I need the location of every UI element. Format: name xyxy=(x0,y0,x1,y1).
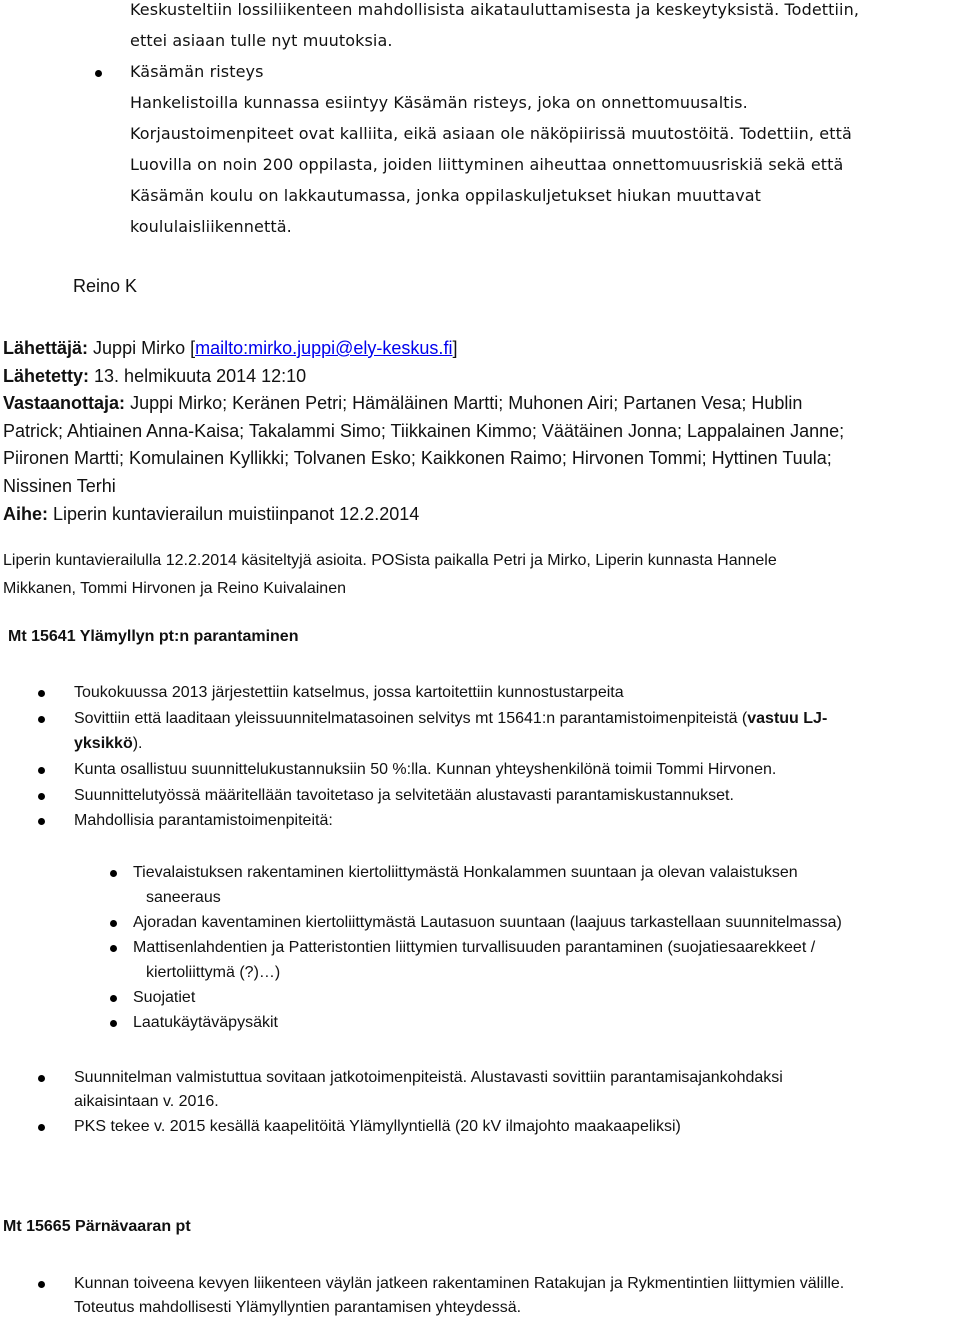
bullet-icon xyxy=(38,1124,45,1131)
to-label: Vastaanottaja: xyxy=(3,393,126,413)
from-name: Juppi Mirko [ xyxy=(93,338,196,358)
sub-list-item: Mattisenlahdentien ja Patteristontien liittymien turvallisuuden parantaminen (suojatiesaarekkeet / xyxy=(133,939,816,956)
text-line: Korjaustoimenpiteet ovat kalliita, eikä asiaan ole näköpiirissä muutostöitä. Todettiin, että xyxy=(130,124,852,143)
list-item-cont: aikaisintaan v. 2016. xyxy=(74,1093,219,1110)
text-line: Keskusteltiin lossiliikenteen mahdollisista aikatauluttamisesta ja keskeytyksistä. Todettiin, xyxy=(130,0,860,19)
list-item-text: ). xyxy=(132,735,143,752)
bullet-icon xyxy=(38,1281,45,1288)
list-item: PKS tekee v. 2015 kesällä kaapelitöitä Ylämyllyntiellä (20 kV ilmajohto maakaapeliksi) xyxy=(74,1118,681,1135)
to-value: Patrick; Ahtiainen Anna-Kaisa; Takalammi Simo; Tiikkainen Kimmo; Väätäinen Jonna; Lappalainen Janne; xyxy=(3,421,845,441)
list-item xyxy=(74,710,827,728)
bullet-icon xyxy=(38,716,45,723)
bullet-icon xyxy=(38,1075,45,1082)
text-line: Luovilla on noin 200 oppilasta, joiden liittyminen aiheuttaa onnettomuusriskiä sekä että xyxy=(130,155,844,174)
list-item: Kunta osallistuu suunnittelukustannuksiin 50 %:lla. Kunnan yhteyshenkilönä toimii Tommi Hirvonen. xyxy=(74,761,777,778)
sent-line xyxy=(3,366,306,387)
bullet-icon xyxy=(110,1020,117,1027)
to-value: Juppi Mirko; Keränen Petri; Hämäläinen Martti; Muhonen Airi; Partanen Vesa; Hublin xyxy=(130,393,803,413)
list-item: Kunnan toiveena kevyen liikenteen väylän jatkeen rakentaminen Ratakujan ja Rykmentintien liittymien välille. xyxy=(74,1275,845,1292)
bullet-icon xyxy=(38,793,45,800)
from-label: Lähettäjä: xyxy=(3,338,89,358)
text-line: Käsämän koulu on lakkautumassa, jonka oppilaskuljetukset hiukan muuttavat xyxy=(130,186,762,205)
bullet-icon xyxy=(38,818,45,825)
signature: Reino K xyxy=(73,276,138,296)
bullet-icon xyxy=(110,920,117,927)
intro-line: Liperin kuntavierailulla 12.2.2014 käsiteltyjä asioita. POSista paikalla Petri ja Mirko, Liperin kunnasta Hannele xyxy=(3,552,777,569)
bullet-icon xyxy=(38,767,45,774)
to-line xyxy=(3,393,802,414)
subject-value: Liperin kuntavierailun muistiinpanot 12.2.2014 xyxy=(53,504,420,524)
list-item-bold: yksikkö xyxy=(74,735,133,752)
bullet-icon xyxy=(95,70,102,77)
bullet-title: Käsämän risteys xyxy=(130,62,264,81)
list-item-cont: Toteutus mahdollisesti Ylämyllyntien parantamisen yhteydessä. xyxy=(74,1299,522,1316)
sent-value: 13. helmikuuta 2014 12:10 xyxy=(94,366,307,386)
list-item-bold: vastuu LJ- xyxy=(747,710,828,727)
list-item-text: Sovittiin että laaditaan yleissuunnitelmatasoinen selvitys mt 15641:n parantamistoimenpiteistä ( xyxy=(74,710,748,727)
text-line: koululaisliikennettä. xyxy=(130,217,292,236)
list-item-cont xyxy=(74,735,143,753)
sub-list-item: Ajoradan kaventaminen kiertoliittymästä Lautasuon suuntaan (laajuus tarkastellaan suunnitelmassa) xyxy=(133,914,842,931)
from-close: ] xyxy=(452,338,458,358)
sub-list-item: Tievalaistuksen rakentaminen kiertoliittymästä Honkalammen suuntaan ja olevan valaistuksen xyxy=(133,864,798,881)
sent-label: Lähetetty: xyxy=(3,366,90,386)
subject-line xyxy=(3,504,419,525)
text-line: Hankelistoilla kunnassa esiintyy Käsämän risteys, joka on onnettomuusaltis. xyxy=(130,93,748,112)
list-item: Toukokuussa 2013 järjestettiin katselmus, jossa kartoitettiin kunnostustarpeita xyxy=(74,684,624,701)
bullet-icon xyxy=(110,945,117,952)
from-email-link[interactable]: mailto:mirko.juppi@ely-keskus.fi xyxy=(195,338,453,358)
to-value: Nissinen Terhi xyxy=(3,476,116,496)
list-item: Mahdollisia parantamistoimenpiteitä: xyxy=(74,812,333,829)
sub-list-item-cont: kiertoliittymä (?)…) xyxy=(146,964,281,981)
subject-label: Aihe: xyxy=(3,504,48,524)
sub-list-item: Suojatiet xyxy=(133,989,196,1006)
list-item: Suunnitelman valmistuttua sovitaan jatkotoimenpiteistä. Alustavasti sovittiin parantamisajankohdaksi xyxy=(74,1069,783,1086)
bullet-icon xyxy=(110,995,117,1002)
to-value: Piironen Martti; Komulainen Kyllikki; Tolvanen Esko; Kaikkonen Raimo; Hirvonen Tommi; Hyttinen Tuula; xyxy=(3,448,832,468)
from-line xyxy=(3,338,457,359)
sub-list-item: Laatukäytäväpysäkit xyxy=(133,1014,278,1031)
intro-line: Mikkanen, Tommi Hirvonen ja Reino Kuivalainen xyxy=(3,580,346,597)
sub-list-item-cont: saneeraus xyxy=(146,889,221,906)
section-title: Mt 15665 Pärnävaaran pt xyxy=(3,1218,191,1235)
bullet-icon xyxy=(110,870,117,877)
list-item: Suunnittelutyössä määritellään tavoitetaso ja selvitetään alustavasti parantamiskustannukset. xyxy=(74,787,734,804)
text-line: ettei asiaan tulle nyt muutoksia. xyxy=(130,31,393,50)
section-title: Mt 15641 Ylämyllyn pt:n parantaminen xyxy=(8,628,299,645)
bullet-icon xyxy=(38,690,45,697)
